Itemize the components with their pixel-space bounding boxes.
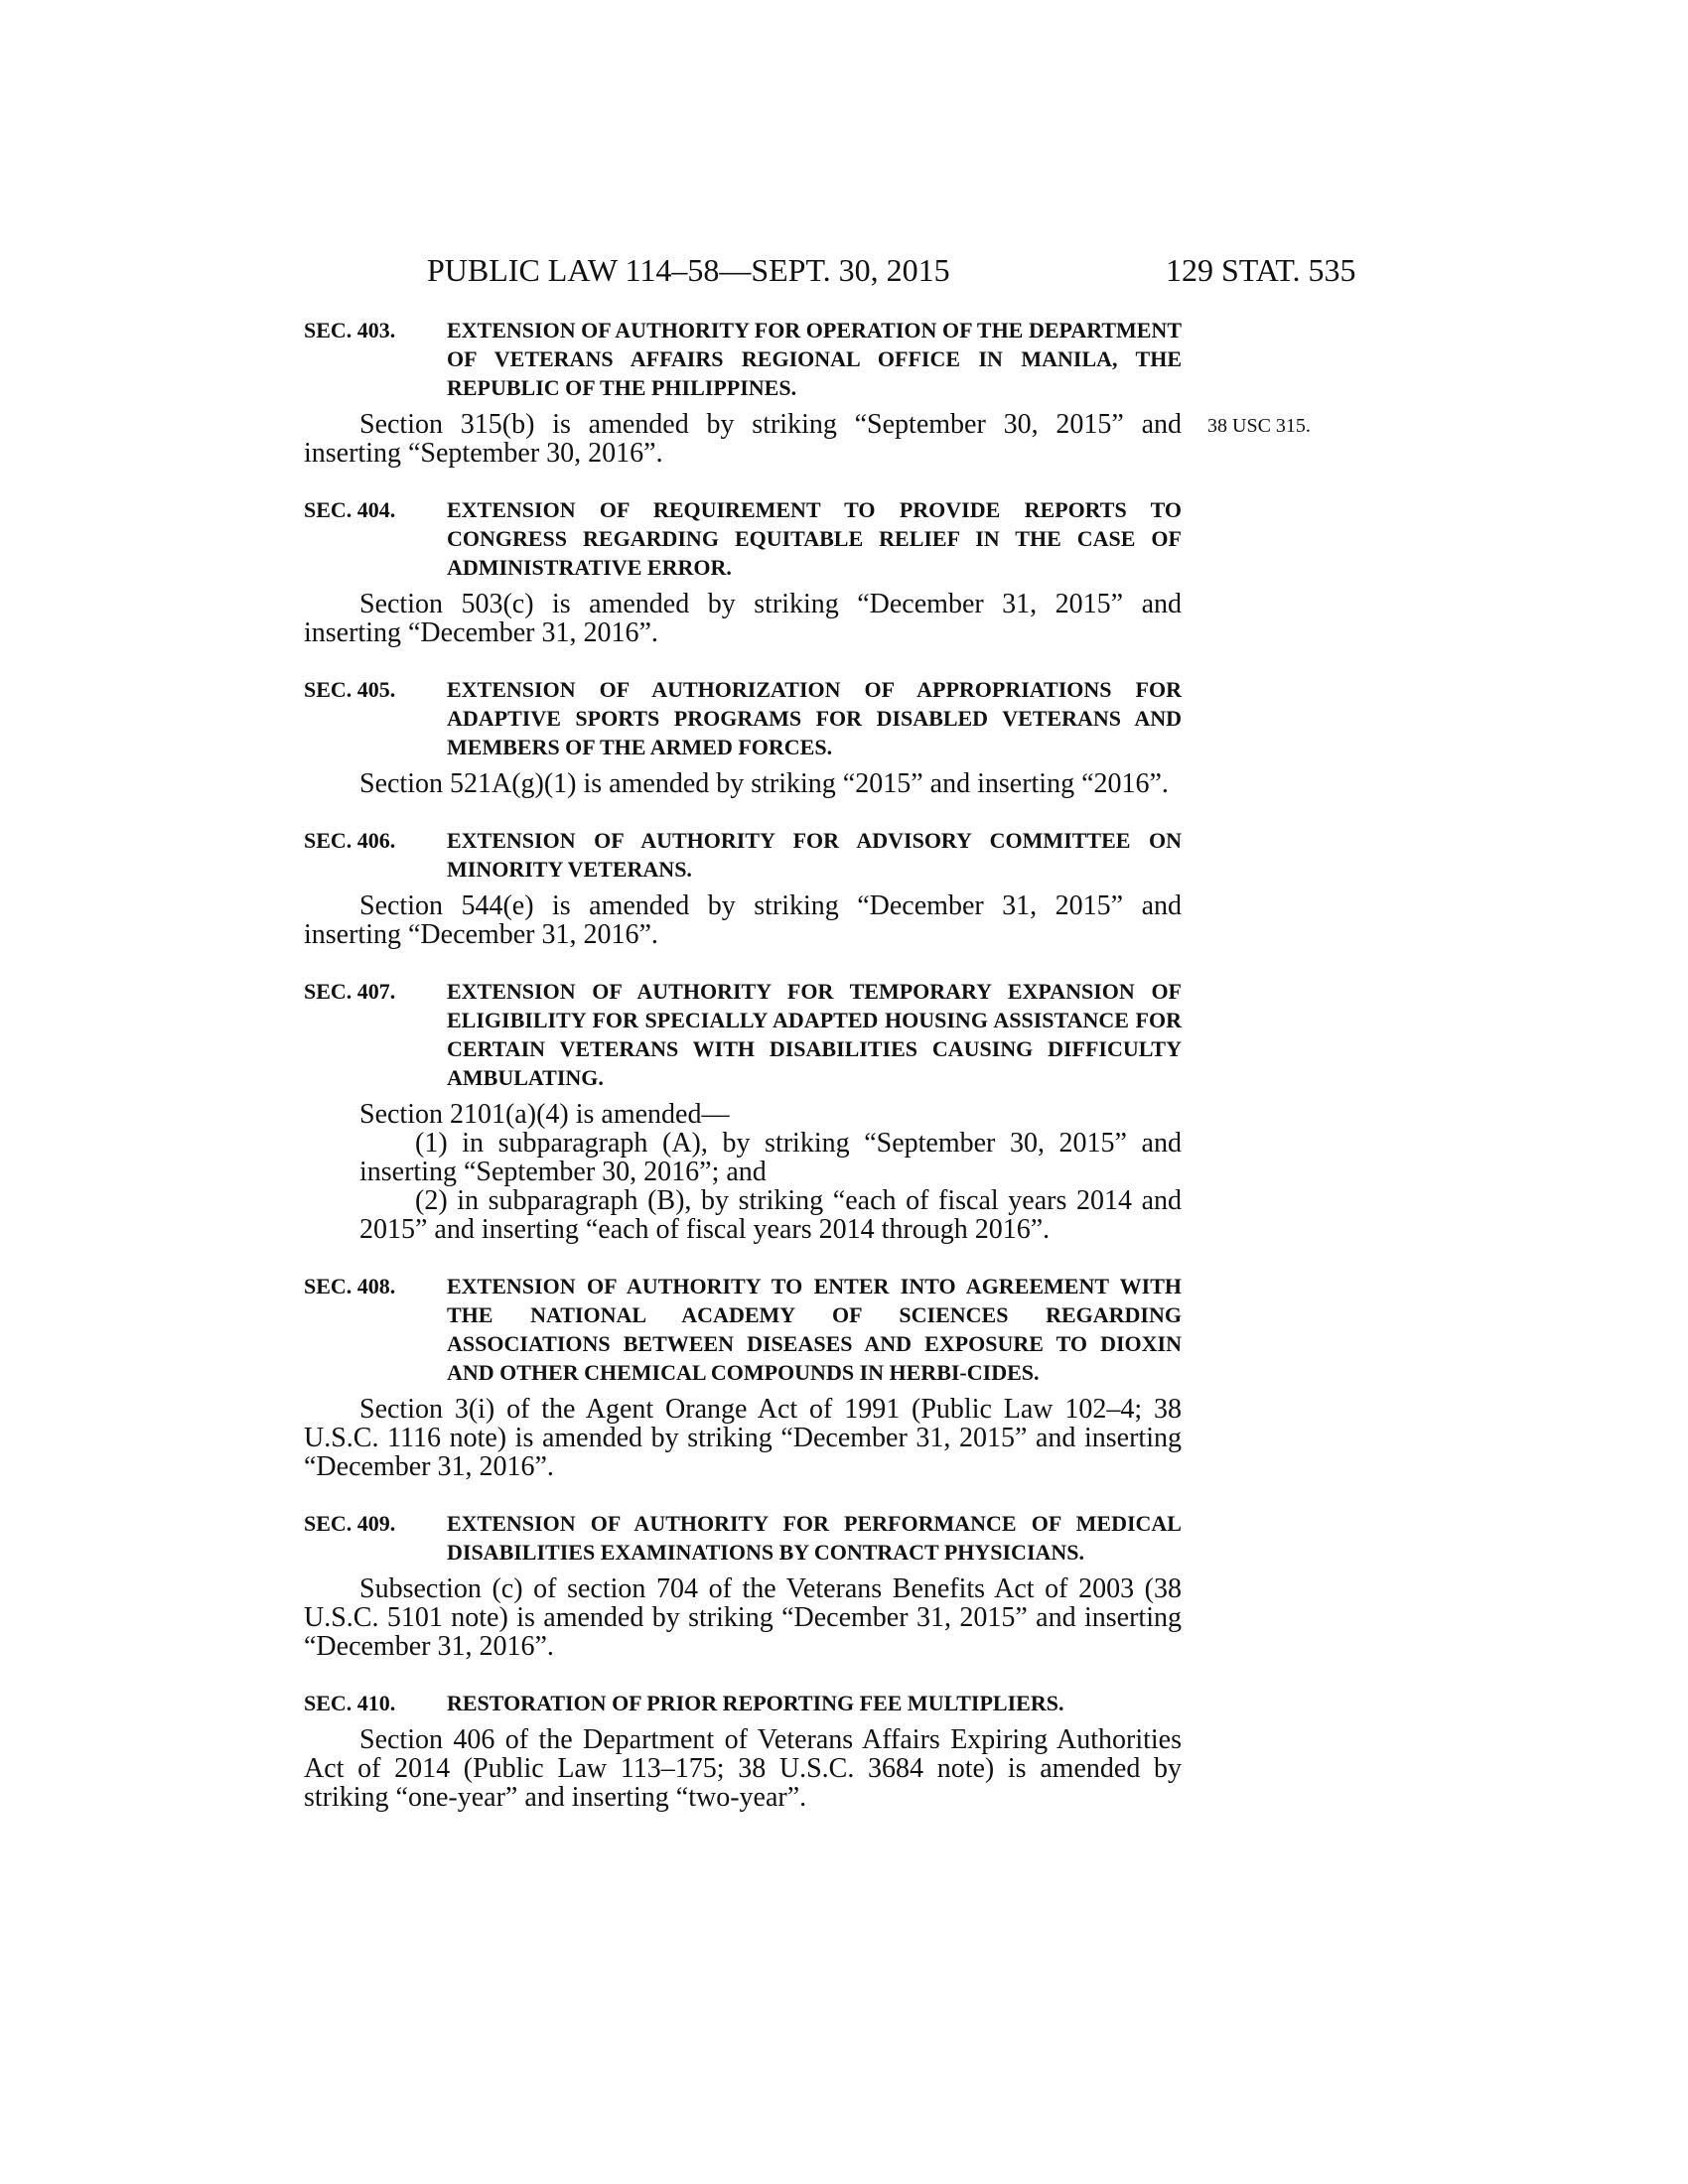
section-number: SEC. 406. bbox=[304, 828, 396, 853]
section-text: Section 3(i) of the Agent Orange Act of 1991 (Public Law 102–4; 38 U.S.C. 1116 note) is amended by striking “December 31, 2015” and inserting “December 31, 2016”. bbox=[304, 1394, 1182, 1482]
section-408 bbox=[304, 1272, 1182, 1481]
section-heading bbox=[304, 826, 1182, 884]
section-409 bbox=[304, 1509, 1182, 1661]
section-text: Subsection (c) of section 704 of the Veterans Benefits Act of 2003 (38 U.S.C. 5101 note) is amended by striking “December 31, 2015” and inserting “December 31, 2016”. bbox=[304, 1573, 1182, 1662]
section-heading bbox=[304, 977, 1182, 1092]
section-text: Section 503(c) is amended by striking “December 31, 2015” and inserting “December 31, 2016”. bbox=[304, 589, 1182, 648]
section-title: EXTENSION OF AUTHORITY FOR TEMPORARY EXPANSION OF ELIGIBILITY FOR SPECIALLY ADAPTED HOUSING ASSISTANCE FOR CERTAIN VETERANS WITH DISABILITIES CAUSING DIFFICULTY AMBULATING. bbox=[447, 979, 1182, 1090]
section-title: EXTENSION OF AUTHORITY FOR PERFORMANCE OF MEDICAL DISABILITIES EXAMINATIONS BY CONTRACT PHYSICIANS. bbox=[447, 1511, 1182, 1565]
section-405 bbox=[304, 675, 1182, 798]
section-number: SEC. 409. bbox=[304, 1511, 396, 1536]
section-number: SEC. 404. bbox=[304, 497, 396, 522]
section-heading bbox=[304, 1272, 1182, 1387]
section-heading bbox=[304, 316, 1182, 402]
section-title: RESTORATION OF PRIOR REPORTING FEE MULTIPLIERS. bbox=[447, 1691, 1064, 1715]
section-heading bbox=[304, 1509, 1182, 1567]
section-text: Section 544(e) is amended by striking “December 31, 2015” and inserting “December 31, 2016”. bbox=[304, 890, 1182, 950]
section-title: EXTENSION OF AUTHORITY FOR OPERATION OF THE DEPARTMENT OF VETERANS AFFAIRS REGIONAL OFFICE IN MANILA, THE REPUBLIC OF THE PHILIPPINES. bbox=[447, 318, 1182, 400]
section-heading bbox=[304, 675, 1182, 761]
running-head bbox=[0, 250, 1688, 290]
section-number: SEC. 408. bbox=[304, 1274, 396, 1298]
page-body bbox=[304, 316, 1311, 1840]
section-404 bbox=[304, 495, 1182, 647]
margin-note: 38 USC 315. bbox=[1207, 415, 1311, 437]
section-text: Section 315(b) is amended by striking “September 30, 2015” and inserting “September 30, 2016”. bbox=[304, 409, 1182, 469]
section-heading bbox=[304, 1689, 1182, 1717]
public-law-title: PUBLIC LAW 114–58—SEPT. 30, 2015 bbox=[427, 252, 950, 288]
statute-page-number: 129 STAT. 535 bbox=[1166, 252, 1356, 288]
section-407 bbox=[304, 977, 1182, 1244]
section-406 bbox=[304, 826, 1182, 949]
section-title: EXTENSION OF AUTHORITY TO ENTER INTO AGREEMENT WITH THE NATIONAL ACADEMY OF SCIENCES REGARDING ASSOCIATIONS BETWEEN DISEASES AND EXPOSURE TO DIOXIN AND OTHER CHEMICAL COMPOUNDS IN HERBI-CIDES. bbox=[447, 1274, 1182, 1385]
section-number: SEC. 410. bbox=[304, 1691, 396, 1715]
section-number: SEC. 405. bbox=[304, 677, 396, 702]
section-text: Section 406 of the Department of Veterans Affairs Expiring Authorities Act of 2014 (Public Law 113–175; 38 U.S.C. 3684 note) is amended by striking “one-year” and inserting “two-year”. bbox=[304, 1724, 1182, 1813]
section-number: SEC. 403. bbox=[304, 318, 396, 342]
section-text: Section 521A(g)(1) is amended by striking “2015” and inserting “2016”. bbox=[359, 768, 1169, 799]
section-403 bbox=[304, 316, 1311, 469]
section-heading bbox=[304, 495, 1182, 582]
section-number: SEC. 407. bbox=[304, 979, 396, 1004]
list-item: (1) in subparagraph (A), by striking “September 30, 2015” and inserting “September 30, 2016”; and bbox=[359, 1128, 1182, 1187]
section-text: Section 2101(a)(4) is amended— bbox=[359, 1099, 730, 1130]
section-410 bbox=[304, 1689, 1182, 1812]
section-title: EXTENSION OF AUTHORIZATION OF APPROPRIATIONS FOR ADAPTIVE SPORTS PROGRAMS FOR DISABLED VETERANS AND MEMBERS OF THE ARMED FORCES. bbox=[447, 677, 1182, 759]
section-title: EXTENSION OF AUTHORITY FOR ADVISORY COMMITTEE ON MINORITY VETERANS. bbox=[447, 828, 1182, 882]
section-title: EXTENSION OF REQUIREMENT TO PROVIDE REPORTS TO CONGRESS REGARDING EQUITABLE RELIEF IN THE CASE OF ADMINISTRATIVE ERROR. bbox=[447, 497, 1182, 580]
list-item: (2) in subparagraph (B), by striking “each of fiscal years 2014 and 2015” and inserting “each of fiscal years 2014 through 2016”. bbox=[359, 1185, 1182, 1245]
